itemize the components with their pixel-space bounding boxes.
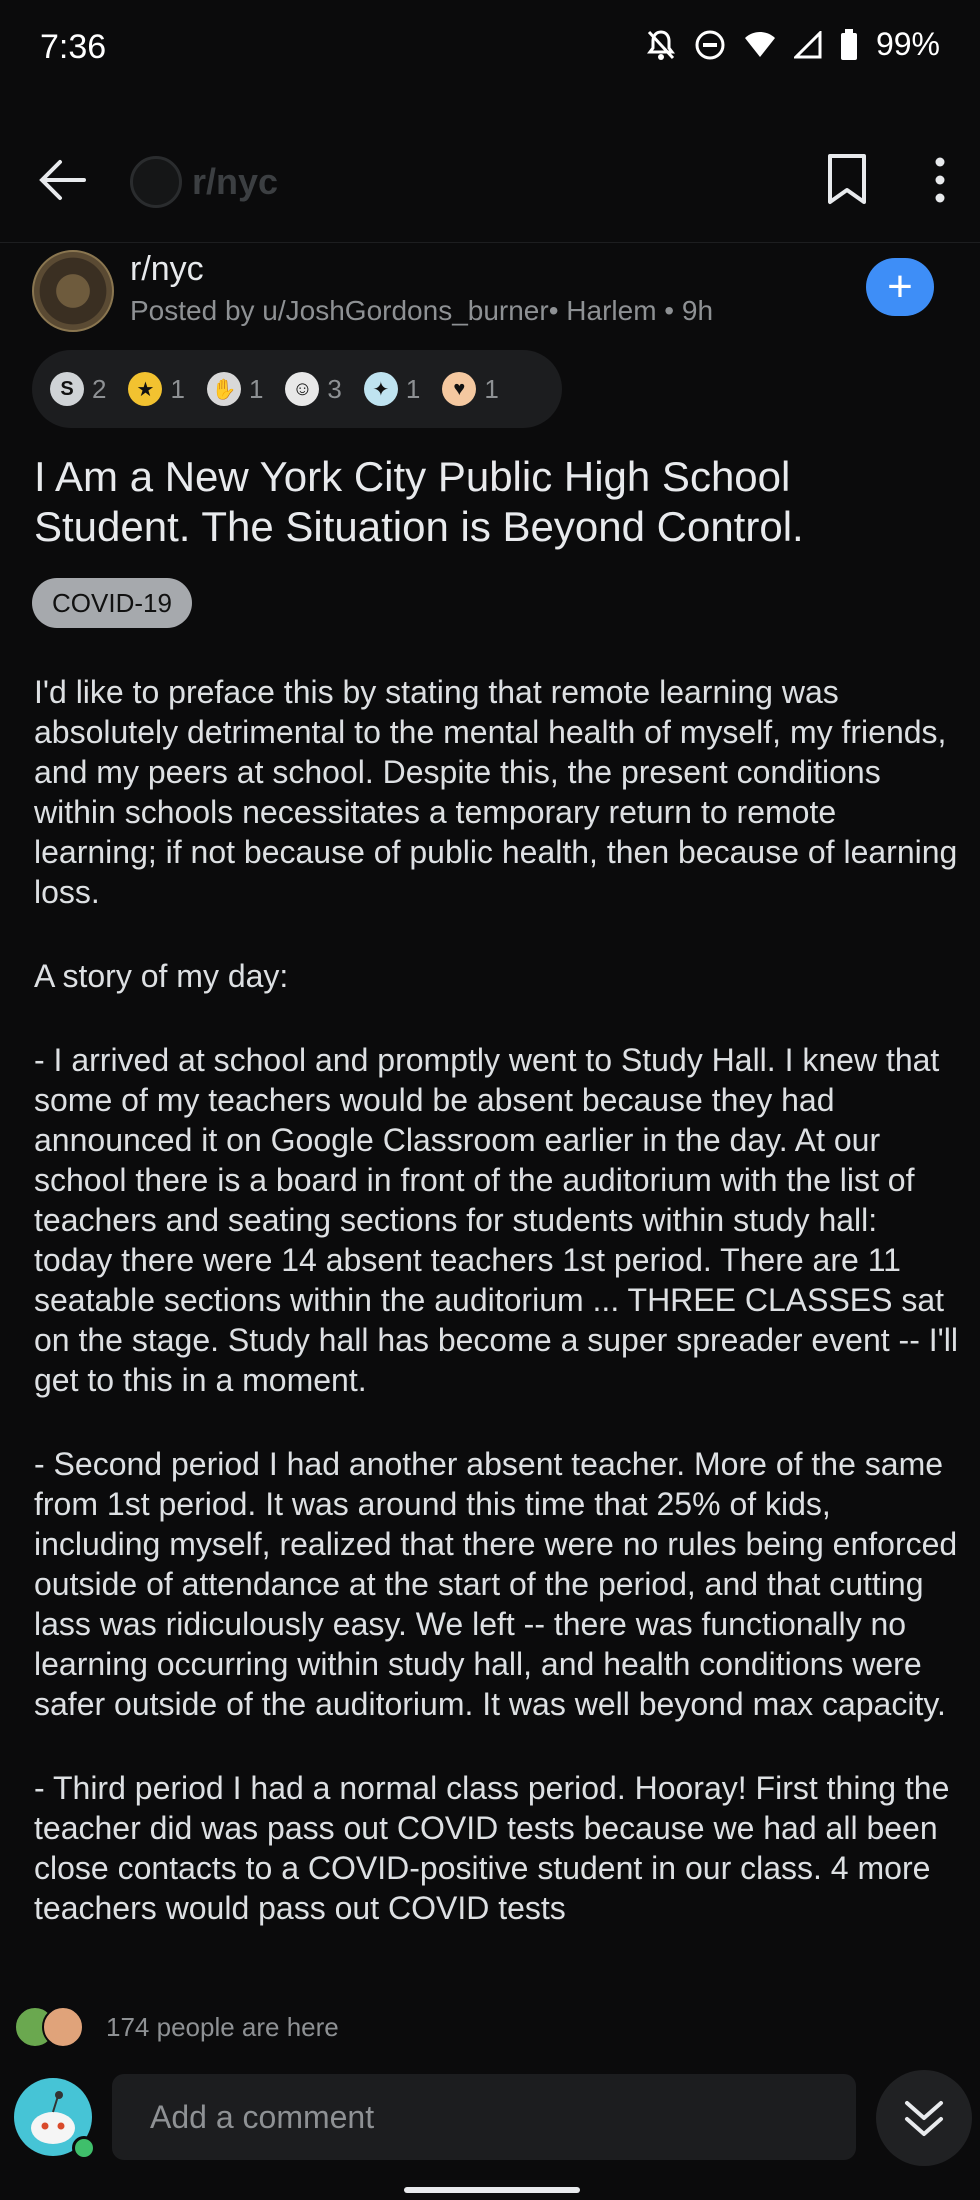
cell-signal-icon [794,31,822,59]
top-bar [0,130,980,230]
post-body [34,672,964,1972]
status-icons [646,26,940,63]
gold-star-award-icon: ★ [128,372,162,406]
online-status-dot [72,2136,96,2160]
notifications-off-icon [646,29,676,61]
award-count: 1 [484,373,499,404]
award [364,372,420,406]
plus-icon: + [887,262,913,311]
hands-award-icon: ✋ [207,372,241,406]
scroll-down-button[interactable] [876,2070,972,2166]
top-subreddit-link[interactable] [130,156,278,208]
subreddit-name[interactable]: r/nyc [130,250,204,288]
presence-indicator [14,2006,339,2048]
awards-bar[interactable] [32,350,562,428]
body-paragraph: A story of my day: [34,958,289,994]
home-indicator[interactable] [404,2187,580,2193]
award [442,372,498,406]
body-paragraph: - Third period I had a normal class period. Hooray! First thing the teacher did was pass out COVID tests because we had all been close contacts to a COVID-positive student in our class. 4 more teachers would pass out COVID tests [34,1770,950,1926]
back-arrow-icon [34,150,94,210]
battery-percent: 99% [875,26,940,62]
back-button[interactable] [34,150,94,210]
post-meta[interactable]: Posted by u/JoshGordons_burner• Harlem • 9h [130,295,714,326]
award-count: 3 [327,373,342,404]
angel-award-icon: ✦ [364,372,398,406]
status-bar [0,0,980,100]
heart-face-award-icon: ♥ [442,372,476,406]
silver-award-icon: S [50,372,84,406]
double-chevron-down-icon [901,2095,947,2141]
presence-avatar [42,2006,84,2048]
wifi-icon [744,31,776,59]
top-subreddit-name: r/nyc [192,161,279,202]
body-paragraph: - Second period I had another absent teacher. More of the same from 1st period. It was around this time that 25% of kids, including myself, realized that there were no rules being enforced outside of attendance at the start of the period, and that cutting lass was ridiculously easy. We left -- there was functionally no learning occurring within study hall, and health conditions were safer outside of the auditorium. It was well beyond max capacity. [34,1446,958,1722]
battery-icon [840,29,858,61]
subreddit-logo-small [130,156,182,208]
award [128,372,184,406]
subreddit-avatar[interactable] [32,250,114,332]
award [207,372,263,406]
award-count: 1 [405,373,421,404]
award [50,372,106,406]
bookmark-icon [826,152,868,208]
face-award-icon: ☺ [285,372,319,406]
post-flair[interactable]: COVID-19 [32,578,192,628]
presence-text: 174 people are here [106,2011,339,2042]
more-options-button[interactable] [930,152,950,208]
join-button[interactable] [866,258,934,316]
post-title: I Am a New York City Public High School Student. The Situation is Beyond Control. [34,453,804,550]
add-comment-input[interactable]: Add a comment [112,2074,856,2160]
award-count: 1 [248,373,264,404]
award-count: 2 [92,373,107,404]
award [285,372,341,406]
body-paragraph: - I arrived at school and promptly went to Study Hall. I knew that some of my teachers would be absent because they had announced it on Google Classroom earlier in the day. At our school there is a board in front of the auditorium with the list of teachers and seating sections for students within study hall: today there were 14 absent teachers 1st period. There are 11 seatable sections within the auditorium ... THREE CLASSES sat on the stage. Study hall has become a super spreader event -- I'll get to this in a moment. [34,1042,958,1398]
bookmark-button[interactable] [826,152,868,208]
award-count: 1 [170,373,185,404]
do-not-disturb-icon [694,29,726,61]
header-divider [0,242,980,243]
status-time: 7:36 [40,28,107,66]
more-vertical-icon [930,152,950,208]
body-paragraph: I'd like to preface this by stating that remote learning was absolutely detrimental to the mental health of myself, my friends, and my peers at school. Despite this, the present conditions within schools necessitates a temporary return to remote learning; if not because of public health, then because of learning loss. [34,674,958,910]
